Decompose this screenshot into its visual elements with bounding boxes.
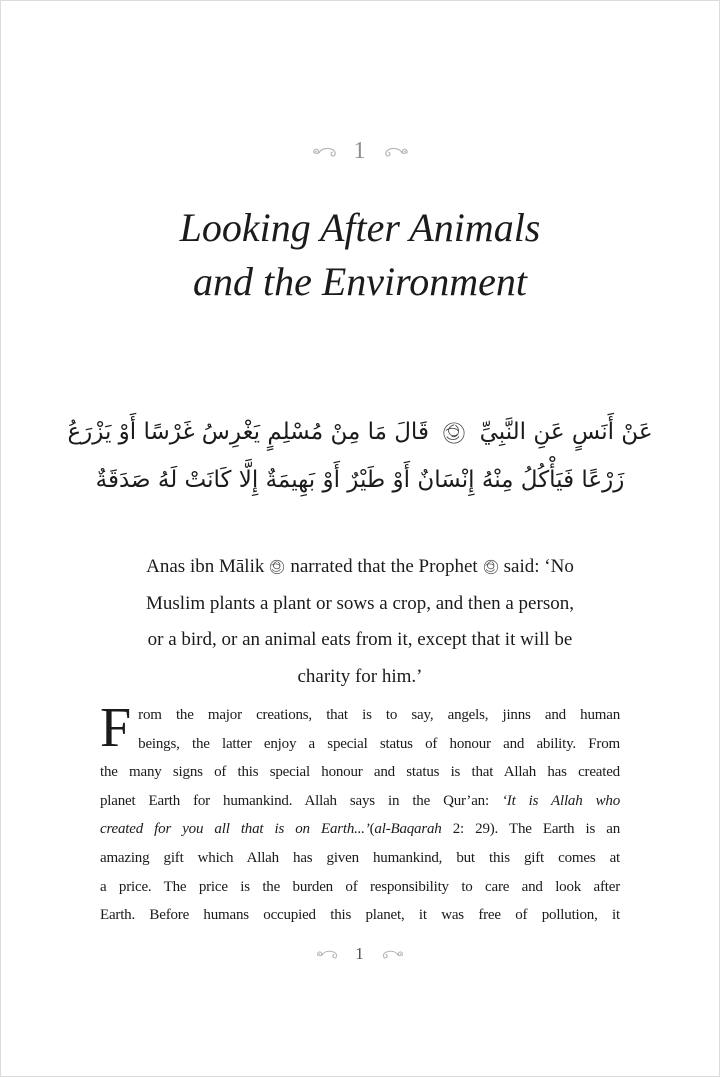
body-line-5 bbox=[100, 815, 620, 844]
page-number: 1 bbox=[355, 944, 365, 963]
body-line-7: a price. The price is the burden of responsibility to care and look after bbox=[100, 878, 620, 895]
honorific-saw-icon bbox=[483, 559, 499, 575]
flourish-left-icon bbox=[311, 144, 339, 158]
chapter-title bbox=[0, 201, 720, 309]
body-paragraph bbox=[100, 697, 620, 930]
hadith-arabic-segment: عَنْ أَنَسٍ عَنِ النَّبِيِّ bbox=[479, 419, 653, 445]
body-line-3: the many signs of this special honour and status is that Allah has created bbox=[100, 764, 620, 781]
body-line-8: Earth. Before humans occupied this planet, it was free of pollution, it bbox=[100, 907, 620, 924]
hadith-translation bbox=[0, 549, 720, 695]
body-line-4 bbox=[100, 787, 620, 816]
translation-line-4: charity for him.’ bbox=[297, 665, 423, 687]
body-text-run: 2: 29). The Earth is an bbox=[441, 821, 620, 838]
page-footer bbox=[0, 945, 720, 962]
flourish-right-icon bbox=[382, 144, 410, 158]
hadith-arabic-line-2: زَرْعًا فَيَأْكُلُ مِنْهُ إِنْسَانٌ أَوْ طَيْرٌ أَوْ بَهِيمَةٌ إِلَّا كَانَتْ لَهُ صَدَقَةٌ bbox=[95, 467, 625, 493]
chapter-title-line-2: and the Environment bbox=[192, 259, 527, 304]
honorific-ra-icon bbox=[269, 559, 285, 575]
translation-segment: said: ‘No bbox=[503, 556, 574, 577]
body-text-run: ( bbox=[369, 821, 375, 838]
body-citation-italic: al-Baqarah bbox=[374, 821, 442, 838]
translation-segment: narrated that the Prophet bbox=[290, 556, 478, 577]
hadith-arabic bbox=[0, 408, 720, 504]
flourish-right-icon bbox=[380, 947, 405, 960]
chapter-number: 1 bbox=[353, 138, 367, 164]
hadith-arabic-line-1 bbox=[0, 408, 720, 456]
honorific-saw-icon bbox=[442, 421, 466, 445]
drop-cap: F bbox=[100, 697, 132, 759]
body-text-run: rom the major creations, that is to say, angels, jinns and human bbox=[138, 707, 620, 723]
translation-line-2: Muslim plants a plant or sows a crop, and then a person, bbox=[146, 592, 574, 614]
chapter-header bbox=[0, 139, 720, 163]
flourish-left-icon bbox=[315, 947, 340, 960]
body-quote-italic: created for you all that is on Earth...’ bbox=[100, 821, 370, 838]
hadith-arabic-segment: قَالَ مَا مِنْ مُسْلِمٍ يَغْرِسُ غَرْسًا أَوْ يَزْرَعُ bbox=[67, 419, 429, 445]
body-line-2: beings, the latter enjoy a special status of honour and ability. From bbox=[138, 735, 620, 752]
translation-segment: Anas ibn Mālik bbox=[146, 556, 265, 577]
body-text-run: planet Earth for humankind. Allah says in the Qur’an: bbox=[100, 792, 502, 809]
chapter-title-line-1: Looking After Animals bbox=[179, 205, 541, 250]
body-line-6: amazing gift which Allah has given humankind, but this gift comes at bbox=[100, 849, 620, 866]
body-quote-italic: ‘It is Allah who bbox=[502, 792, 620, 809]
translation-line-3: or a bird, or an animal eats from it, except that it will be bbox=[147, 629, 573, 650]
translation-line-1 bbox=[0, 549, 720, 586]
